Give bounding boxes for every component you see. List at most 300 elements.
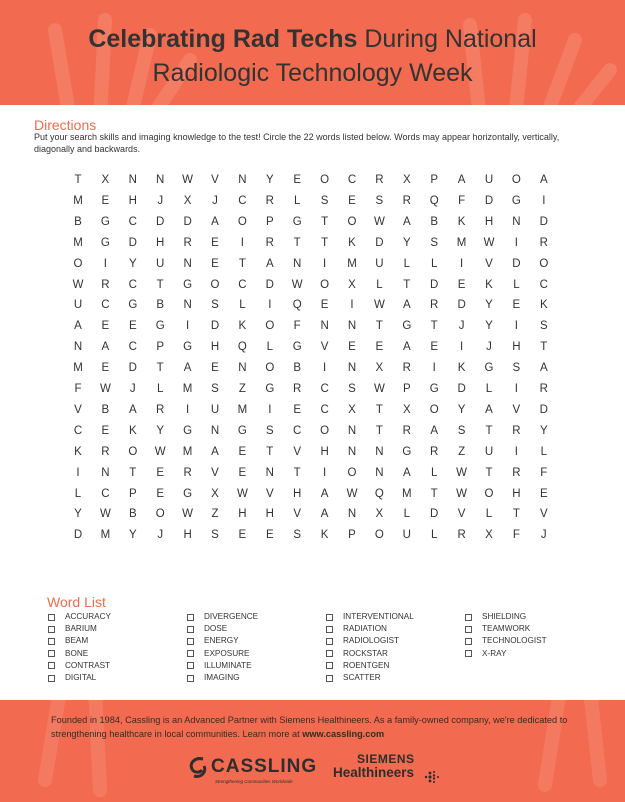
grid-letter: F — [540, 466, 548, 479]
grid-letter: C — [320, 383, 329, 395]
grid-letter: E — [512, 299, 521, 312]
grid-letter: M — [402, 487, 412, 500]
grid-letter: L — [293, 194, 301, 207]
grid-letter: G — [484, 362, 494, 375]
grid-letter: A — [183, 362, 192, 375]
checkbox-icon[interactable] — [465, 650, 472, 657]
footer-banner — [0, 700, 625, 802]
grid-letter: G — [128, 299, 138, 312]
grid-letter: K — [457, 215, 466, 228]
word-list-item — [326, 660, 414, 672]
grid-letter: R — [430, 299, 439, 312]
word-list-item — [187, 635, 258, 647]
grid-letter: C — [101, 487, 110, 500]
grid-letter: U — [375, 257, 384, 270]
word-list-item — [48, 635, 111, 647]
grid-letter: E — [238, 529, 247, 542]
grid-letter: J — [458, 320, 465, 333]
grid-letter: A — [402, 299, 411, 312]
grid-letter: H — [512, 341, 521, 354]
grid-letter: M — [182, 383, 193, 395]
grid-letter: R — [101, 278, 110, 291]
grid-letter: T — [485, 424, 493, 437]
grid-letter: D — [210, 320, 220, 333]
grid-letter: S — [539, 320, 548, 333]
checkbox-icon[interactable] — [48, 614, 55, 621]
grid-letter: H — [512, 487, 521, 500]
grid-letter: I — [103, 257, 107, 270]
word-label: BONE — [65, 648, 89, 658]
grid-letter: S — [430, 236, 439, 249]
grid-letter: G — [155, 320, 165, 333]
word-list-item — [326, 648, 414, 660]
grid-letter: V — [512, 403, 521, 416]
grid-letter: N — [128, 174, 137, 186]
grid-letter: T — [74, 174, 82, 186]
checkbox-icon[interactable] — [187, 650, 194, 657]
checkbox-icon[interactable] — [48, 675, 55, 682]
checkbox-icon[interactable] — [326, 650, 333, 657]
word-label: DOSE — [204, 624, 228, 634]
grid-letter: V — [265, 487, 274, 500]
grid-letter: L — [403, 508, 410, 521]
word-label: RADIOLOGIST — [343, 636, 399, 646]
grid-letter: I — [350, 299, 354, 312]
grid-letter: C — [347, 174, 357, 186]
grid-letter: C — [128, 215, 137, 228]
grid-letter: N — [101, 466, 110, 479]
word-label: TECHNOLOGIST — [482, 636, 547, 646]
grid-letter: O — [539, 257, 549, 270]
grid-letter: L — [513, 278, 520, 291]
word-label: SCATTER — [343, 673, 381, 683]
grid-letter: N — [238, 174, 247, 186]
grid-letter: X — [375, 362, 384, 375]
grid-letter: S — [211, 383, 219, 395]
grid-letter: G — [183, 487, 193, 500]
grid-letter: H — [265, 508, 274, 521]
checkbox-icon[interactable] — [48, 626, 55, 633]
grid-letter: E — [430, 341, 439, 354]
grid-letter: E — [211, 236, 219, 249]
grid-letter: A — [430, 424, 439, 437]
footer-description: Founded in 1984, Cassling is an Advanced Partner with Siemens Healthineers. As a family-owned company, we're dedicated to strengthening healthcare in local communities. Learn more at — [51, 715, 568, 739]
grid-letter: T — [293, 236, 301, 249]
checkbox-icon[interactable] — [48, 638, 55, 645]
grid-letter: C — [238, 278, 247, 291]
grid-letter: G — [429, 383, 439, 395]
grid-letter: S — [457, 424, 466, 437]
grid-letter: V — [293, 508, 302, 521]
grid-letter: A — [128, 403, 137, 416]
grid-letter: C — [293, 424, 302, 437]
grid-letter: T — [485, 466, 493, 479]
grid-letter: O — [320, 278, 330, 291]
grid-letter: R — [539, 383, 548, 395]
grid-letter: N — [183, 257, 192, 270]
grid-letter: T — [430, 320, 438, 333]
grid-letter: U — [156, 257, 165, 270]
grid-letter: W — [483, 236, 495, 249]
siemens-sub: Healthineers — [333, 765, 415, 780]
grid-letter: P — [156, 341, 165, 354]
word-label: BEAM — [65, 636, 89, 646]
grid-letter: U — [210, 403, 220, 416]
grid-letter: O — [320, 174, 330, 186]
grid-letter: N — [512, 215, 521, 228]
word-list-column — [465, 611, 547, 660]
grid-letter: N — [293, 257, 302, 270]
grid-letter: N — [375, 466, 384, 479]
grid-letter: W — [72, 278, 84, 291]
grid-letter: D — [539, 215, 548, 228]
grid-letter: B — [101, 403, 110, 416]
grid-letter: B — [430, 215, 439, 228]
grid-letter: A — [211, 445, 219, 458]
siemens-name: SIEMENS — [357, 752, 415, 766]
grid-letter: Y — [156, 424, 165, 437]
grid-letter: L — [266, 341, 273, 354]
grid-letter: G — [100, 215, 110, 228]
grid-letter: X — [402, 403, 411, 416]
checkbox-icon[interactable] — [48, 650, 55, 657]
grid-letter: M — [182, 445, 193, 458]
grid-letter: R — [265, 194, 274, 207]
grid-letter: E — [348, 341, 356, 354]
grid-letter: D — [128, 236, 137, 249]
word-label: CONTRAST — [65, 660, 111, 670]
grid-letter: A — [402, 466, 411, 479]
word-list-item — [326, 611, 414, 623]
grid-letter: T — [403, 278, 411, 291]
grid-letter: Y — [457, 403, 466, 416]
grid-letter: W — [236, 487, 248, 500]
grid-letter: Q — [292, 299, 302, 312]
checkbox-icon[interactable] — [187, 626, 194, 633]
grid-letter: W — [346, 487, 358, 500]
grid-letter: X — [101, 174, 110, 186]
grid-letter: Z — [238, 383, 246, 395]
grid-letter: O — [347, 466, 357, 479]
grid-letter: B — [74, 215, 82, 228]
grid-letter: A — [74, 320, 82, 333]
grid-letter: H — [128, 194, 137, 207]
grid-letter: N — [210, 424, 220, 437]
grid-letter: D — [539, 403, 548, 416]
grid-letter: K — [128, 424, 137, 437]
grid-letter: E — [293, 403, 302, 416]
grid-letter: M — [100, 529, 111, 542]
grid-letter: N — [265, 466, 274, 479]
grid-letter: G — [237, 424, 247, 437]
grid-letter: E — [101, 424, 110, 437]
grid-letter: G — [183, 341, 193, 354]
checkbox-icon[interactable] — [326, 675, 333, 682]
grid-letter: S — [375, 194, 384, 207]
grid-letter: G — [292, 215, 302, 228]
grid-letter: D — [375, 236, 384, 249]
grid-letter: M — [237, 403, 248, 416]
grid-letter: I — [268, 403, 272, 416]
grid-letter: T — [375, 320, 383, 333]
word-label: ENERGY — [204, 636, 239, 646]
grid-letter: N — [238, 362, 247, 375]
grid-letter: R — [402, 194, 411, 207]
checkbox-icon[interactable] — [326, 638, 333, 645]
grid-letter: Y — [539, 424, 548, 437]
checkbox-icon[interactable] — [187, 662, 194, 669]
grid-letter: H — [320, 445, 329, 458]
grid-letter: R — [375, 174, 384, 186]
grid-letter: I — [459, 341, 464, 354]
grid-letter: R — [293, 383, 302, 395]
word-list-item — [326, 635, 414, 647]
word-list-item — [326, 623, 414, 635]
cassling-name: CASSLING — [211, 756, 318, 777]
grid-letter: V — [211, 174, 219, 186]
grid-letter: O — [265, 320, 275, 333]
grid-letter: M — [73, 362, 83, 375]
word-label: RADIATION — [343, 624, 387, 634]
grid-letter: A — [320, 508, 329, 521]
grid-letter: E — [293, 174, 302, 186]
grid-letter: O — [155, 508, 165, 521]
grid-letter: D — [265, 278, 274, 291]
word-list-item — [465, 623, 547, 635]
grid-letter: W — [373, 383, 385, 395]
grid-letter: D — [484, 194, 494, 207]
grid-letter: O — [484, 487, 494, 500]
grid-letter: A — [402, 341, 411, 354]
grid-letter: G — [265, 383, 275, 395]
grid-letter: X — [211, 487, 219, 500]
grid-letter: X — [402, 174, 411, 186]
grid-letter: I — [514, 445, 518, 458]
cassling-tagline: Strengthening Communities Worldwide — [215, 779, 293, 784]
grid-letter: P — [430, 174, 439, 186]
grid-letter: E — [211, 257, 219, 270]
grid-letter: W — [291, 278, 303, 291]
grid-letter: D — [512, 257, 521, 270]
grid-letter: A — [265, 257, 274, 270]
grid-letter: F — [458, 194, 466, 207]
word-list-item — [187, 623, 258, 635]
grid-letter: Z — [211, 508, 219, 521]
grid-letter: L — [239, 299, 246, 312]
checkbox-icon[interactable] — [326, 614, 333, 621]
grid-letter: W — [373, 215, 385, 228]
grid-letter: E — [101, 320, 110, 333]
grid-letter: M — [73, 194, 83, 207]
checkbox-icon[interactable] — [187, 638, 194, 645]
checkbox-icon[interactable] — [48, 662, 55, 669]
word-label: INTERVENTIONAL — [343, 612, 414, 622]
checkbox-icon[interactable] — [326, 662, 333, 669]
directions-text: Put your search skills and imaging knowledge to the test! Circle the 22 words listed below. Words may appear horizontally, vertically, diagonally and backwards. — [34, 132, 560, 154]
grid-letter: T — [238, 257, 246, 270]
grid-letter: N — [375, 445, 384, 458]
grid-letter: A — [457, 174, 466, 186]
grid-letter: K — [457, 362, 466, 375]
grid-letter: N — [347, 508, 357, 521]
grid-letter: I — [185, 403, 190, 416]
grid-letter: W — [99, 383, 111, 395]
grid-letter: R — [265, 236, 274, 249]
word-list-item — [187, 648, 258, 660]
grid-letter: R — [457, 529, 466, 542]
grid-letter: K — [539, 299, 548, 312]
grid-letter: M — [73, 236, 83, 249]
grid-letter: A — [539, 362, 548, 375]
checkbox-icon[interactable] — [465, 626, 472, 633]
grid-letter: L — [485, 508, 493, 521]
grid-letter: N — [347, 424, 357, 437]
grid-letter: V — [211, 466, 219, 479]
word-list-item — [48, 672, 111, 684]
grid-letter: O — [128, 445, 138, 458]
grid-letter: O — [511, 174, 521, 186]
grid-letter: Y — [74, 508, 82, 521]
grid-letter: A — [485, 403, 493, 416]
grid-letter: K — [348, 236, 356, 249]
grid-letter: S — [293, 529, 302, 542]
word-label: EXPOSURE — [204, 648, 250, 658]
word-list-column — [326, 611, 414, 684]
grid-letter: K — [320, 529, 329, 542]
grid-letter: S — [512, 362, 521, 375]
siemens-dots-icon — [424, 770, 440, 784]
word-label: IMAGING — [204, 673, 240, 683]
grid-letter: P — [348, 529, 356, 542]
word-label: DIGITAL — [65, 673, 97, 683]
grid-letter: O — [429, 403, 439, 416]
word-list-item — [48, 660, 111, 672]
grid-letter: S — [320, 194, 329, 207]
title-bold: Celebrating Rad Techs — [88, 25, 358, 53]
grid-letter: J — [212, 194, 218, 207]
checkbox-icon[interactable] — [465, 638, 472, 645]
grid-letter: U — [484, 445, 494, 458]
grid-letter: L — [540, 445, 547, 458]
grid-letter: C — [539, 278, 548, 291]
grid-letter: I — [514, 320, 518, 333]
grid-letter: H — [183, 529, 192, 542]
word-list-item — [48, 611, 111, 623]
grid-letter: E — [457, 278, 466, 291]
grid-letter: D — [183, 215, 192, 228]
grid-letter: H — [210, 341, 220, 354]
grid-letter: R — [183, 466, 192, 479]
grid-letter: D — [156, 215, 165, 228]
grid-letter: P — [128, 487, 137, 500]
grid-letter: T — [293, 466, 301, 479]
grid-letter: I — [514, 236, 518, 249]
directions-heading: Directions — [34, 117, 97, 133]
grid-letter: T — [156, 278, 164, 291]
grid-letter: G — [292, 341, 302, 354]
word-list-item — [48, 623, 111, 635]
grid-letter: W — [373, 299, 385, 312]
grid-letter: L — [430, 466, 438, 479]
grid-letter: T — [156, 362, 164, 375]
cassling-swirl-icon — [185, 754, 211, 780]
grid-letter: D — [457, 299, 466, 312]
grid-letter: R — [402, 362, 411, 375]
grid-letter: T — [375, 424, 383, 437]
word-label: ILLUMINATE — [204, 660, 252, 670]
grid-letter: O — [320, 424, 330, 437]
grid-letter: P — [402, 383, 411, 395]
grid-letter: Y — [485, 299, 493, 312]
grid-letter: V — [539, 508, 548, 521]
grid-letter: D — [457, 383, 466, 395]
checkbox-icon[interactable] — [465, 614, 472, 621]
word-list-heading: Word List — [47, 594, 106, 610]
grid-letter: L — [485, 383, 493, 395]
grid-letter: H — [293, 487, 302, 500]
grid-letter: U — [402, 529, 411, 542]
grid-letter: V — [320, 341, 329, 354]
title-line2: Radiologic Technology Week — [152, 59, 473, 87]
grid-letter: T — [129, 466, 137, 479]
grid-letter: H — [484, 215, 494, 228]
grid-letter: Z — [458, 445, 466, 458]
grid-letter: T — [375, 403, 383, 416]
grid-letter: E — [375, 341, 384, 354]
grid-letter: C — [238, 194, 247, 207]
word-list-item — [326, 672, 414, 684]
grid-letter: Q — [374, 487, 384, 500]
grid-letter: L — [430, 257, 438, 270]
checkbox-icon[interactable] — [187, 614, 194, 621]
grid-letter: N — [73, 341, 83, 354]
grid-letter: B — [156, 299, 165, 312]
grid-letter: L — [430, 529, 438, 542]
grid-letter: J — [157, 529, 164, 542]
grid-letter: O — [265, 362, 275, 375]
website-link[interactable]: www.cassling.com — [302, 729, 385, 739]
grid-letter: E — [128, 320, 137, 333]
grid-letter: T — [321, 236, 329, 249]
grid-letter: E — [238, 445, 247, 458]
title-line1-rest: During National — [357, 25, 537, 53]
word-list-item — [187, 672, 258, 684]
grid-letter: N — [320, 320, 329, 333]
grid-letter: T — [321, 215, 329, 228]
grid-letter: E — [156, 466, 165, 479]
grid-letter: E — [539, 487, 548, 500]
grid-letter: G — [100, 236, 110, 249]
grid-letter: R — [539, 236, 548, 249]
footer-text — [51, 713, 591, 741]
grid-letter: I — [322, 257, 327, 270]
checkbox-icon[interactable] — [187, 675, 194, 682]
word-list-column — [48, 611, 111, 684]
grid-letter: I — [432, 362, 436, 375]
grid-letter: D — [73, 529, 83, 542]
grid-letter: E — [156, 487, 165, 500]
grid-letter: W — [182, 174, 194, 186]
grid-letter: X — [485, 529, 493, 542]
grid-letter: N — [347, 362, 357, 375]
grid-letter: R — [101, 445, 110, 458]
cassling-logo — [185, 752, 335, 790]
grid-letter: D — [430, 508, 439, 521]
word-label: TEAMWORK — [482, 624, 531, 634]
grid-letter: K — [74, 445, 82, 458]
grid-letter: I — [268, 299, 272, 312]
checkbox-icon[interactable] — [326, 626, 333, 633]
